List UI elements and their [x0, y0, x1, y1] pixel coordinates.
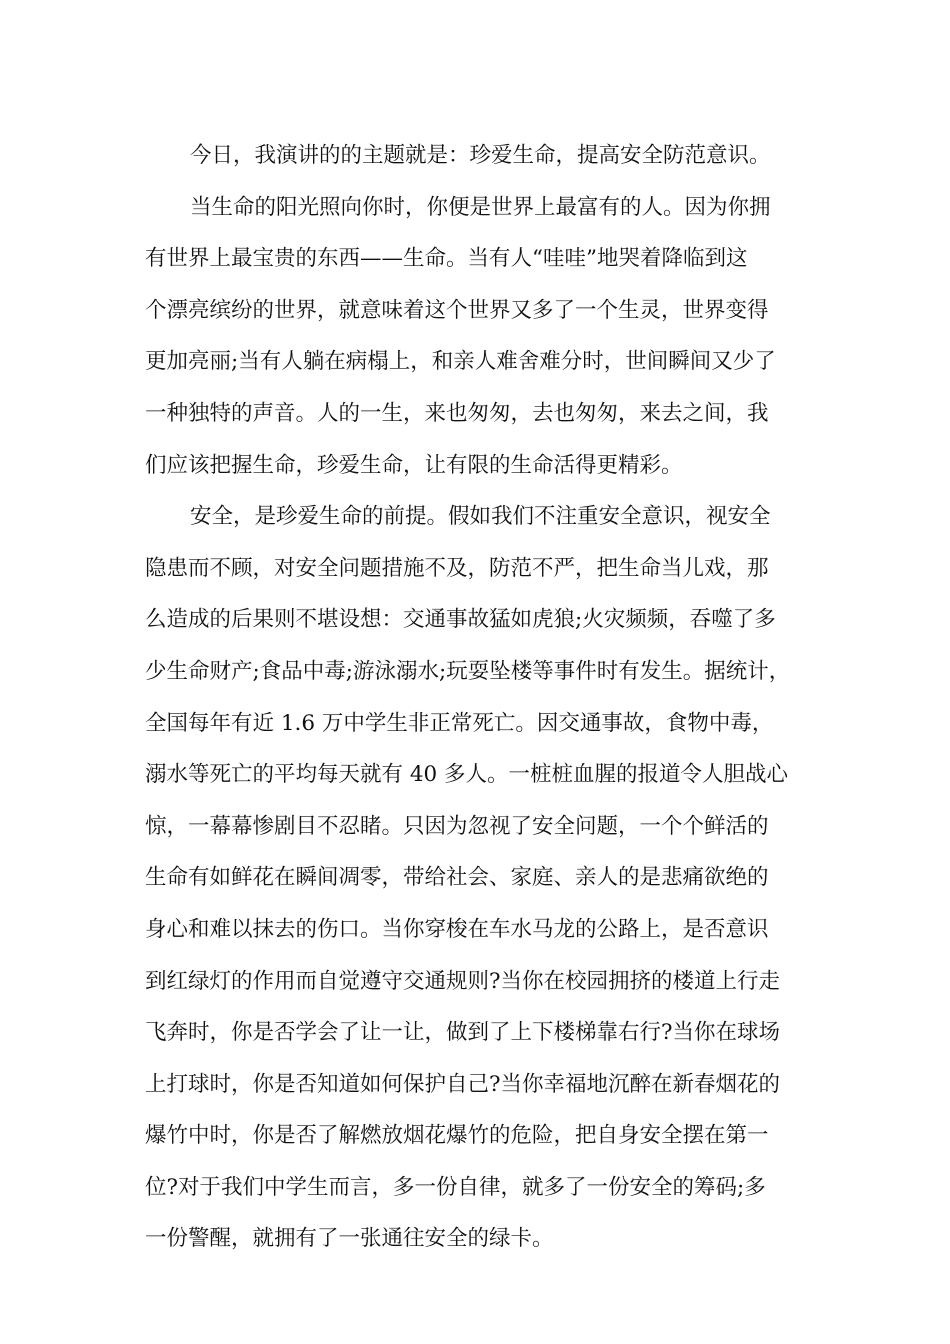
text-line: 爆竹中时，你是否了解燃放烟花爆竹的危险，把自身安全摆在第一: [145, 1123, 769, 1149]
text-line: 更加亮丽;当有人躺在病榻上，和亲人难舍难分时，世间瞬间又少了: [145, 349, 776, 375]
paragraph-safety: [145, 491, 811, 1265]
text-line: 有世界上最宝贵的东西——生命。当有人“哇哇”地哭着降临到这: [145, 246, 748, 272]
paragraph-intro: [145, 130, 811, 182]
text-line: 个漂亮缤纷的世界，就意味着这个世界又多了一个生灵，世界变得: [145, 297, 769, 323]
text-line: 上打球时，你是否知道如何保护自己?当你幸福地沉醉在新春烟花的: [145, 1071, 781, 1097]
text-line: 么造成的后果则不堪设想：交通事故猛如虎狼;火灾频频，吞噬了多: [145, 607, 776, 633]
text-line: 一份警醒，就拥有了一张通往安全的绿卡。: [145, 1226, 554, 1252]
text-line: 全国每年有近 1.6 万中学生非正常死亡。因交通事故，食物中毒，: [145, 710, 774, 736]
text-line: 生命有如鲜花在瞬间凋零，带给社会、家庭、亲人的是悲痛欲绝的: [145, 865, 769, 891]
text-line: 今日，我演讲的的主题就是：珍爱生命，提高安全防范意识。: [190, 143, 771, 168]
text-line: 溺水等死亡的平均每天就有 40 多人。一桩桩血腥的报道令人胆战心: [145, 762, 789, 788]
text-line: 飞奔时，你是否学会了让一让，做到了上下楼梯靠右行?当你在球场: [145, 1020, 781, 1046]
text-line: 当生命的阳光照向你时，你便是世界上最富有的人。因为你拥: [190, 194, 771, 220]
text-line: 隐患而不顾，对安全问题措施不及，防范不严，把生命当儿戏，那: [145, 555, 769, 581]
text-line: 们应该把握生命，珍爱生命，让有限的生命活得更精彩。: [145, 452, 683, 478]
text-line: 少生命财产;食品中毒;游泳溺水;玩耍坠楼等事件时有发生。据统计，: [145, 658, 791, 684]
paragraph-cherish-life: [145, 182, 811, 492]
text-line: 位?对于我们中学生而言，多一份自律，就多了一份安全的筹码;多: [145, 1174, 766, 1200]
text-line: 安全，是珍爱生命的前提。假如我们不注重安全意识，视安全: [190, 504, 771, 530]
text-line: 到红绿灯的作用而自觉遵守交通规则?当你在校园拥挤的楼道上行走: [145, 968, 781, 994]
document-body: [145, 130, 811, 1265]
text-line: 一种独特的声音。人的一生，来也匆匆，去也匆匆，来去之间，我: [145, 400, 769, 426]
text-line: 身心和难以抹去的伤口。当你穿梭在车水马龙的公路上，是否意识: [145, 916, 769, 942]
text-line: 惊，一幕幕惨剧目不忍睹。只因为忽视了安全问题，一个个鲜活的: [145, 813, 769, 839]
